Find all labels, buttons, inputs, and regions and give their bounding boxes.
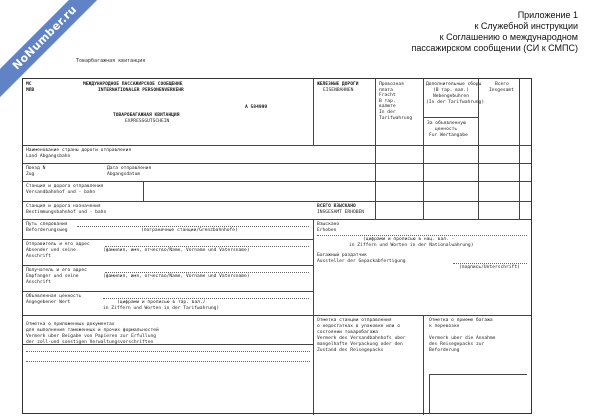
- declared-value-label-2: ценность: [435, 127, 458, 132]
- railways-de: EISENBAHNEN: [323, 88, 354, 93]
- collected-hint-2: in Ziffern und Worten in der Nationalwahrung): [349, 243, 474, 248]
- destination-station-ru: Станция и дорога назначения: [26, 204, 101, 209]
- divider: [423, 117, 478, 118]
- acceptance-mark-5: Beforderung: [429, 348, 460, 353]
- route-label-ru: Путь следования: [26, 222, 68, 227]
- declared-value-de: Angegebener Wert: [26, 300, 71, 305]
- collected-hint-1: (цифрами и прописью в нац. вал. -: [363, 237, 455, 242]
- date-label-de: Abgangsdatum: [107, 172, 141, 177]
- destination-station-de: Bestimmungsbahnhof und - bahn: [26, 210, 107, 215]
- departure-mark-6: Zustand des Reisegepacks: [317, 348, 384, 353]
- signature-line: [453, 263, 527, 264]
- country-label-de: Land Abgangsbahn: [26, 154, 71, 159]
- receipt-title-ru: ТОВАРОБАГАЖНАЯ КВИТАНЦИЯ: [113, 113, 180, 118]
- fare-line: В тар.: [379, 98, 396, 104]
- train-label-ru: Поезд N: [26, 166, 46, 171]
- docs-label-1: Отметка о приложенных документах: [26, 322, 115, 327]
- divider: [375, 199, 376, 219]
- receiver-hint: (фамилия, имя, отчество/Name, Vorname und Vatersname): [103, 274, 250, 279]
- header-line-2: к Служебной инструкции: [474, 21, 578, 31]
- departure-mark-2: о недостатках в упаковке или о: [317, 324, 400, 329]
- docs-input-line: [26, 361, 310, 362]
- country-label-ru: Наименование страны дороги отправления: [26, 148, 132, 153]
- divider: [423, 79, 424, 219]
- declared-value-ru: Объявленная ценность: [26, 294, 82, 299]
- sender-label-de-2: Anschrift: [26, 254, 51, 259]
- extra-charges-tarif: (In der Tarifwahrung): [426, 100, 485, 105]
- issuer-label-ru: Багажный раздатчик: [317, 253, 367, 258]
- collected-label-de: Erhoben: [317, 228, 337, 233]
- total-label-de: Insgesamt: [489, 88, 514, 93]
- sender-label-de: Absender und seine: [26, 248, 76, 253]
- issuer-label-de: Aussteller der Gepackabfertigung: [317, 259, 406, 264]
- header-line-3: к Соглашению о международном: [439, 32, 578, 42]
- declared-value-de: Fur Wertangabe: [429, 133, 468, 138]
- extra-charges-de: Nebengebuhren: [433, 94, 469, 99]
- departure-mark-5: mangelhafte Verpackung oder den: [317, 342, 403, 347]
- watermark-banner: NoNumber.ru: [0, 0, 105, 98]
- divider: [23, 291, 313, 292]
- receipt-form: [22, 78, 532, 414]
- service-title-ru: МЕЖДУНАРОДНОЕ ПАССАЖИРСКОЕ СООБЩЕНИЕ: [83, 82, 183, 87]
- document-title: Товарбагажная квитанция: [76, 58, 146, 64]
- receiver-label-de-2: Anschrift: [26, 280, 51, 285]
- divider: [23, 181, 531, 182]
- header-block: [411, 10, 578, 54]
- divider: [423, 315, 424, 415]
- date-label-ru: Дата отправления: [107, 166, 152, 171]
- docs-input-line: [26, 351, 310, 352]
- railways-ru: ЖЕЛЕЗНЫЕ ДОРОГИ: [317, 82, 359, 87]
- collected-label-ru: Взыскано: [317, 222, 340, 227]
- fare-line: валюте: [379, 104, 396, 110]
- divider: [23, 219, 531, 220]
- departure-mark-3: состоянии товаробагажа: [317, 330, 378, 335]
- fare-line: Fracht: [379, 93, 396, 99]
- header-line-4: пассажирском сообщении (СИ к СМПС): [411, 43, 578, 53]
- divider: [375, 79, 376, 219]
- receipt-number: А 584999: [245, 105, 268, 110]
- sender-label-ru: Отправитель и его адрес: [26, 242, 90, 247]
- divider: [23, 201, 531, 202]
- fare-line: Провозная: [379, 82, 404, 87]
- acceptance-mark-1: Отметка о приеме багажа: [429, 318, 493, 323]
- route-input-line: [77, 226, 309, 227]
- divider: [23, 239, 313, 240]
- route-hint: (пограничные станции/Grenzbahnhofe): [141, 228, 238, 233]
- acceptance-mark-2: к перевозке: [429, 324, 460, 329]
- header-line-1: Приложение 1: [517, 10, 578, 20]
- extra-charges-title: Дополнительные сборы: [426, 82, 482, 87]
- acceptance-mark-3: Vermerk uber die Annahme: [429, 336, 496, 341]
- sender-input-line: [105, 246, 309, 247]
- docs-label-4: der zoll-und sonstigen Verwaltungsvorschriften: [26, 340, 154, 345]
- departure-mark-1: Отметка станции отправления: [317, 318, 392, 323]
- total-collected-ru: ВСЕГО ВЗЫСКАНО: [317, 204, 356, 209]
- departure-station-ru: Станция и дорога отправления: [26, 184, 104, 189]
- declared-value-label: За объявленную: [427, 121, 466, 126]
- receiver-label-ru: Получатель и его адрес: [26, 268, 87, 273]
- receiver-input-line: [105, 272, 309, 273]
- route-label-de: Beforderungsweg: [26, 228, 68, 233]
- fare-line: плата: [379, 87, 393, 93]
- divider: [23, 315, 531, 316]
- fare-column-header: [379, 82, 412, 121]
- extra-charges-currency: (В тар. вал.): [433, 88, 469, 93]
- collected-input-line: [317, 235, 527, 236]
- docs-label-2: для выполнения таможенных и прочих формальностей: [26, 328, 159, 333]
- signature-hint: (подпись/Unterschrift): [459, 265, 520, 270]
- divider: [313, 79, 314, 145]
- train-label-de: Zug: [26, 172, 35, 177]
- acceptance-mark-4: des Reisegepacks zur: [429, 342, 485, 347]
- divider: [23, 163, 531, 164]
- divider: [23, 145, 531, 146]
- code-mlb: МЛВ: [26, 88, 35, 93]
- declared-value-hint-2: in Ziffern und Worten in der Tarifwahrung): [103, 306, 220, 311]
- service-title-de: INTERNATIONALER PERSONENVERKEHR: [98, 88, 184, 93]
- departure-station-de: Versandbahnhof und - bahn: [26, 190, 96, 195]
- sender-hint: (фамилия, имя, отчество/Name, Vorname und Vatersname): [103, 248, 250, 253]
- docs-label-3: Vermerk uber Beigabe von Papieren zur Erfullung: [26, 334, 156, 339]
- receiver-label-de: Empfanger und seine: [26, 274, 79, 279]
- total-collected-de: INSGESAMT ERHOBEN: [317, 210, 365, 215]
- divider: [313, 219, 314, 415]
- declared-value-input-line: [103, 298, 309, 299]
- departure-mark-4: Vermerk des Versandbahnhofs uber: [317, 336, 406, 341]
- fare-line: Tarifwahrung: [379, 115, 413, 121]
- total-label-ru: Всего: [495, 82, 509, 87]
- fare-line: In der: [379, 109, 396, 115]
- code-mc: МС: [26, 82, 32, 87]
- divider: [23, 265, 313, 266]
- receipt-title-de: EXPRESSGUTSCHEIN: [125, 119, 170, 124]
- divider: [429, 374, 527, 375]
- divider: [143, 181, 144, 201]
- declared-value-hint-1: (цифрами и прописью в тар. вал./: [117, 300, 206, 305]
- divider: [429, 374, 430, 414]
- divider: [519, 79, 520, 219]
